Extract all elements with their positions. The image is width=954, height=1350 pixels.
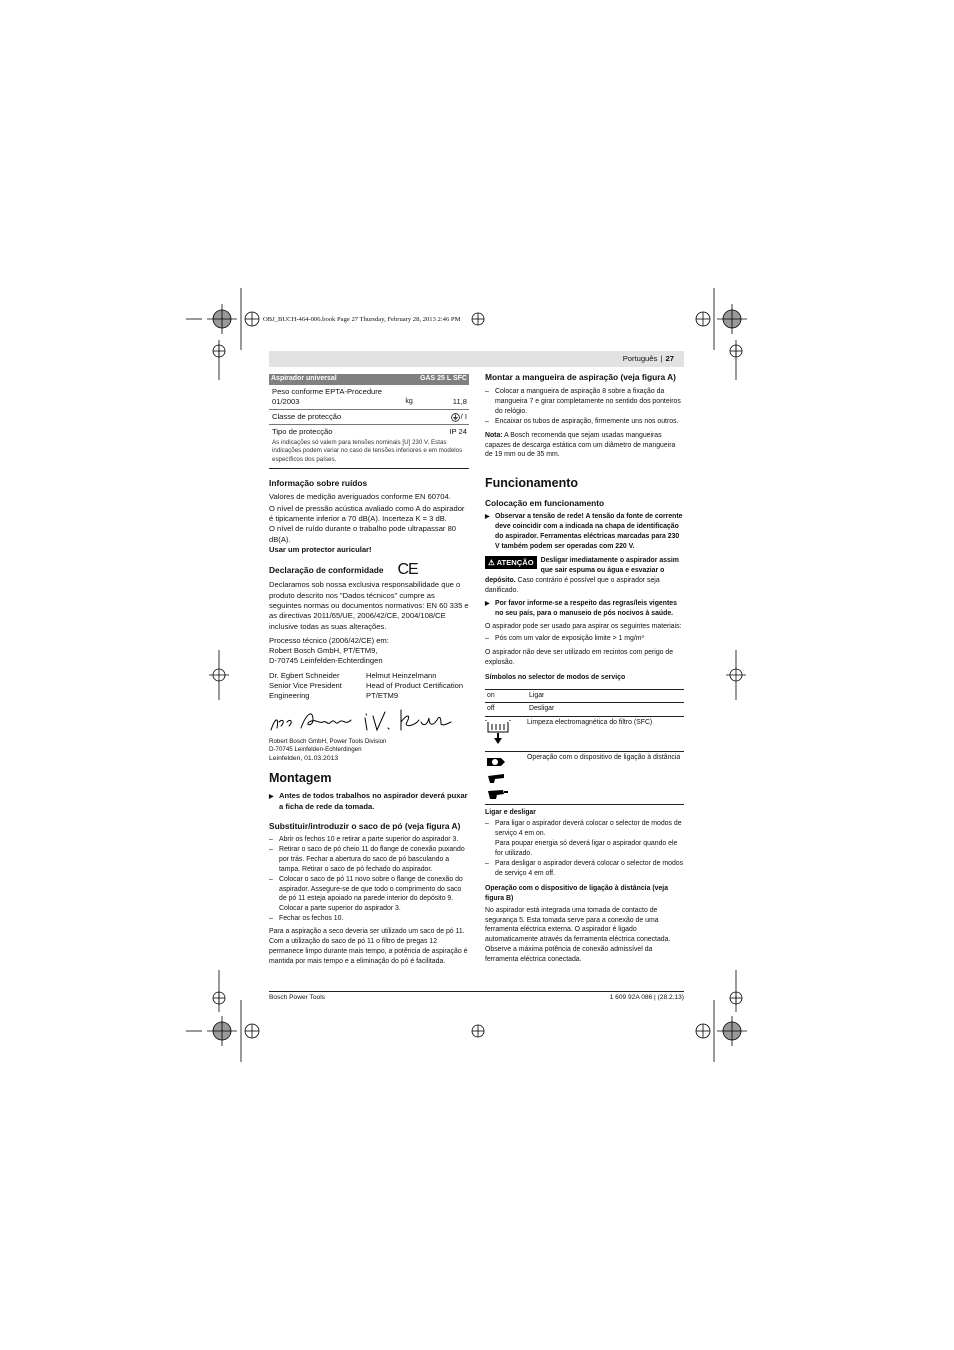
symbol-off-desc: Desligar xyxy=(529,705,555,713)
remote-heading: Operação com o dispositivo de ligação à distância (veja figura B) xyxy=(485,884,669,902)
spec-model: GAS 25 L SFC xyxy=(420,375,467,382)
symbol-on-desc: Ligar xyxy=(529,691,545,699)
attention-block xyxy=(485,556,684,596)
noise-heading: Informação sobre ruídos xyxy=(269,477,368,488)
spec-table xyxy=(269,374,469,469)
protective-earth-icon xyxy=(451,413,460,422)
onoff-heading: Ligar e desligar xyxy=(485,808,536,816)
attention-badge-label: ATENÇÃO xyxy=(496,557,534,567)
left-column xyxy=(269,374,469,967)
signatures-image xyxy=(269,704,469,736)
spec-weight-unit: kg xyxy=(405,397,413,405)
hose-heading: Montar a mangueira de aspiração (veja figura A) xyxy=(485,372,676,382)
dust-bag-step-1: – Abrir os fechos 10 e retirar a parte superior do aspirador 3. xyxy=(269,835,469,845)
onoff-step-1: – Para ligar o aspirador deverá colocar o selector de modos de serviço 4 em on. xyxy=(485,819,684,839)
hose-step-1: – Colocar a mangueira de aspiração 8 sobre a fixação da mangueira 7 e girar completamente no sentido dos ponteiros do relógio. xyxy=(485,387,684,417)
hose-step-2: – Encaixar os tubos de aspiração, firmemente uns nos outros. xyxy=(485,417,684,427)
materials-item: – Pós com um valor de exposição limite > 1 mg/m³ xyxy=(485,634,684,644)
symbol-off: off xyxy=(487,705,495,713)
company-address: D-70745 Leinfelden-Echterdingen xyxy=(269,746,362,754)
hose-note-label: Nota: xyxy=(485,431,503,439)
spec-class-value: / I xyxy=(460,412,467,422)
conformity-p1: Declaramos sob nossa exclusiva responsabilidade que o produto descrito nos "Dados técnicos" cumpre as seguintes normas ou documentos normativos: EN 60 335 e as directivas 2011/65/UE, 2006/42/CE, 2004/108/CE inclusive todas as suas alterações. xyxy=(269,580,469,631)
footer-left: Bosch Power Tools xyxy=(269,994,325,1001)
footer-right: 1 609 92A 086 | (28.2.13) xyxy=(609,994,684,1001)
symbol-remote-desc: Operação com o dispositivo de ligação à distância xyxy=(527,753,681,761)
dust-bag-paragraph: Para a aspiração a seco deveria ser utilizado um saco de pó 11. Com a utilização do saco de pó 11 o filtro de pregas 12 permanece limpo durante mais tempo, a potência de aspiração é mantida por mais tempo e a eliminação do pó é facilitada. xyxy=(269,928,468,965)
sig-right-title: Head of Product Certification xyxy=(366,681,464,691)
spec-title: Aspirador universal xyxy=(271,375,337,382)
foam-warning-rest: Caso contrário é possível que o aspirador seja danificado. xyxy=(485,576,660,594)
dust-bag-step-2: – Retirar o saco de pó cheio 11 do flange de conexão puxando por trás. Fechar a abertura do saco de pó basculando a tampa. Retirar o saco de pó fechado do aspirador. xyxy=(269,845,469,875)
attention-badge: ⚠ ATENÇÃO xyxy=(485,556,537,569)
right-column xyxy=(485,372,684,965)
symbol-sfc-desc: Limpeza electromagnética do filtro (SFC) xyxy=(527,718,653,726)
conformity-p2: Processo técnico (2006/42/CE) em: xyxy=(269,635,389,645)
montagem-warning: ▶ Antes de todos trabalhos no aspirador deverá puxar a ficha de rede da tomada. xyxy=(269,791,469,812)
symbols-heading: Símbolos no selector de modos de serviço xyxy=(485,674,626,682)
foam-warning: Desligar imediatamente o aspirador assim que sair espuma ou água e esvaziar o depósito. xyxy=(485,556,679,584)
sig-left-dept: Engineering xyxy=(269,691,310,701)
sig-left-name: Dr. Egbert Schneider xyxy=(269,670,340,680)
sig-left-title: Senior Vice President xyxy=(269,681,342,691)
dust-bag-step-4: – Fechar os fechos 10. xyxy=(269,914,469,924)
spec-weight-label-2: 01/2003 xyxy=(272,396,300,406)
ce-mark-icon: CE xyxy=(397,561,418,579)
onoff-step-2: – Para desligar o aspirador deverá colocar o selector de modos de serviço 4 em off. xyxy=(485,859,684,879)
voltage-warning: ▶ Observar a tensão de rede! A tensão da fonte de corrente deve coincidir com a indicada na chapa de identificação do aspirador. Ferramentas eléctricas marcadas para 230 V também podem ser operadas com 220 V. xyxy=(485,512,684,552)
page-number: 27 xyxy=(665,354,674,363)
declaration-date: Leinfelden, 01.03.2013 xyxy=(269,754,339,762)
noise-p3: O nível de ruído durante o trabalho pode ultrapassar 80 dB(A). xyxy=(269,524,457,544)
spec-note: As indicações só valem para tensões nominais [U] 230 V. Estas indicações podem variar no caso de tensões inferiores e em modelos específicos dos países. xyxy=(269,439,469,469)
explosion-note: O aspirador não deve ser utilizado em recintos com perigo de explosão. xyxy=(485,649,674,667)
spec-type-label: Tipo de protecção xyxy=(272,427,333,437)
noise-warning: Usar um protector auricular! xyxy=(269,545,372,555)
dust-regulation-warning: ▶ Por favor informe-se a respeito das regras/leis vigentes no seu país, para o manuseio de pós nocivos à saúde. xyxy=(485,599,684,619)
header-language: Português xyxy=(622,354,658,363)
dust-bag-heading: Substituir/introduzir o saco de pó (veja figura A) xyxy=(269,820,461,831)
conformity-p4: D-70745 Leinfelden-Echterdingen xyxy=(269,656,383,666)
conformity-heading: Declaração de conformidade xyxy=(269,564,384,575)
spec-weight-value: 11,8 xyxy=(452,396,467,406)
signatories xyxy=(269,671,469,702)
symbols-table xyxy=(485,689,684,805)
conformity-p3: Robert Bosch GmbH, PT/ETM9, xyxy=(269,646,378,656)
symbol-on: on xyxy=(487,691,495,699)
montagem-heading: Montagem xyxy=(269,771,332,786)
sig-right-name: Helmut Heinzelmann xyxy=(366,670,437,680)
filter-cleaning-icon xyxy=(485,719,511,747)
noise-p2: O nível de pressão acústica avaliado como A do aspirador é tipicamente inferior a 70 dB(A). Incerteza K = 3 dB. xyxy=(269,503,465,524)
spec-class-label: Classe de protecção xyxy=(272,412,342,422)
company-name: Robert Bosch GmbH, Power Tools Division xyxy=(269,737,387,745)
spec-type-value: IP 24 xyxy=(449,427,467,437)
hose-note: A Bosch recomenda que sejam usadas mangueiras capazes de descarga estática com um diâmetro de mangueira de 19 mm ou de 35 mm. xyxy=(485,431,676,459)
func-heading: Funcionamento xyxy=(485,476,579,491)
onoff-step-1b: Para poupar energia só deverá ligar o aspirador quando ele for utilizado. xyxy=(495,840,678,858)
noise-p1: Valores de medição averiguados conforme EN 60704. xyxy=(269,491,451,501)
print-info-line: OBJ_BUCH-464-006.book Page 27 Thursday, February 28, 2013 2:46 PM xyxy=(263,316,461,323)
dust-bag-step-3: – Colocar o saco de pó 11 novo sobre o flange de conexão do aspirador. Assegure-se de que todo o comprimento do saco de pó 11 esteja apoiado na parede interior do depósito 9. Colocar a parte superior do aspirador 3. xyxy=(269,875,469,915)
power-tool-icon xyxy=(485,754,511,800)
page-header: Português | 27 xyxy=(269,351,684,367)
spec-weight-label: Peso conforme EPTA-Procedure xyxy=(272,386,383,396)
remote-paragraph: No aspirador está integrada uma tomada de contacto de segurança 5. Esta tomada serve para a conexão de uma ferramenta eléctrica externa. O aspirador é ligado automaticamente através da ferramenta eléctrica conectada. Observe a máxima potência de conexão admissível da ferramenta eléctrica conectada. xyxy=(485,906,671,964)
footer-rule xyxy=(269,991,684,992)
sig-right-dept: PT/ETM9 xyxy=(366,691,399,701)
materials-p: O aspirador pode ser usado para aspirar os seguintes materiais: xyxy=(485,623,682,631)
startup-heading: Colocação em funcionamento xyxy=(485,498,605,509)
